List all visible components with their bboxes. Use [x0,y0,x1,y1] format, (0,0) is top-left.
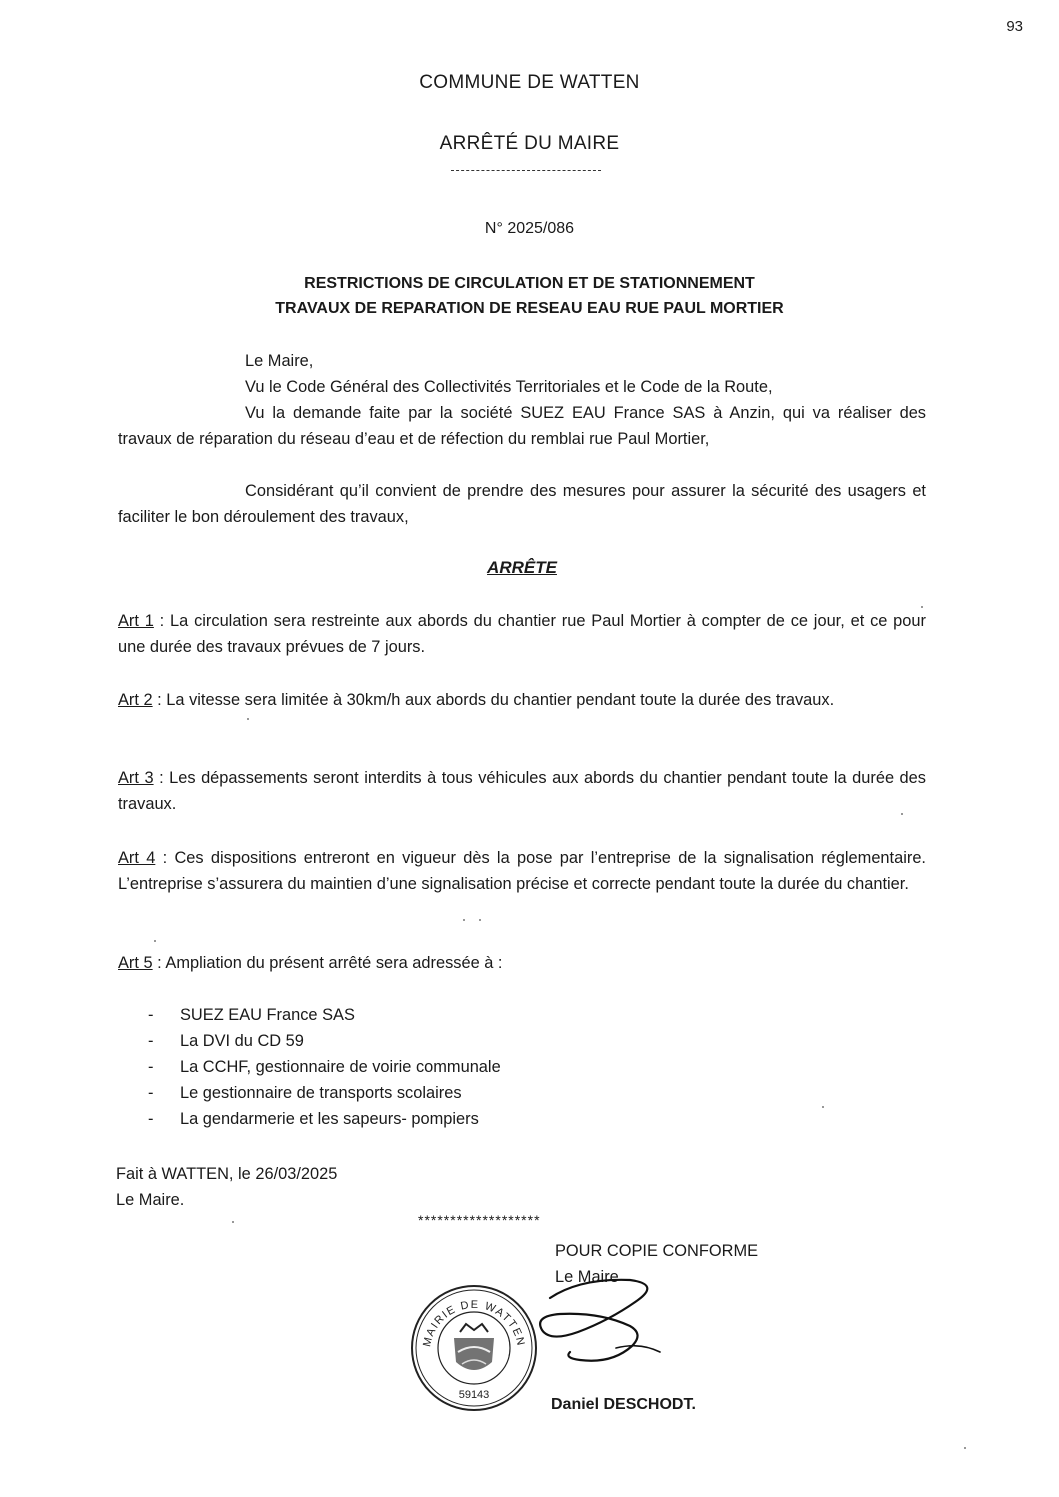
list-item: - La CCHF, gestionnaire de voirie communale [148,1054,748,1080]
article-2 [118,687,926,713]
preamble-le-maire: Le Maire, [245,352,314,370]
stamp-ring-text: MAIRIE DE WATTEN [421,1298,527,1348]
copie-le-maire: Le Maire [555,1268,619,1286]
stamp-postcode: 59143 [458,1389,490,1401]
list-item: - La DVI du CD 59 [148,1028,748,1054]
list-item: - La gendarmerie et les sapeurs- pompiers [148,1106,748,1132]
article-5-text: : Ampliation du présent arrêté sera adressée à : [152,954,503,972]
handwritten-signature [520,1268,670,1378]
fait-a-date: Fait à WATTEN, le 26/03/2025 [116,1165,338,1183]
recipients-list [148,1002,748,1132]
preamble-considerant: Considérant qu’il convient de prendre des mesures pour assurer la sécurité des usagers et faciliter le bon déroulement des travaux, [118,482,926,526]
article-4 [118,845,926,897]
preamble-vu-demande: Vu la demande faite par la société SUEZ EAU France SAS à Anzin, qui va réaliser des travaux de réparation du réseau d’eau et de réfection du remblai rue Paul Mortier, [118,404,926,448]
scan-speck [463,919,465,921]
scan-speck [154,940,156,942]
article-1-label: Art 1 [118,612,154,630]
closing-le-maire: Le Maire. [116,1191,185,1209]
decree-number: N° 2025/086 [484,220,575,237]
list-item: - SUEZ EAU France SAS [148,1002,748,1028]
title-divider [451,170,601,171]
document-title: ARRÊTÉ DU MAIRE [439,133,620,154]
copie-conforme: POUR COPIE CONFORME [555,1242,759,1260]
stars-separator: ******************* [418,1212,541,1228]
article-2-label: Art 2 [118,691,153,709]
scan-speck [232,1221,234,1223]
list-item: - Le gestionnaire de transports scolaires [148,1080,748,1106]
scan-speck [822,1106,824,1108]
scan-speck [247,718,249,720]
article-5 [118,950,926,976]
article-4-label: Art 4 [118,849,156,867]
article-3-text: : Les dépassements seront interdits à tous véhicules aux abords du chantier pendant toute la durée des travaux. [118,769,926,813]
article-5-label: Art 5 [118,954,153,972]
article-4-text: : Ces dispositions entreront en vigueur dès la pose par l’entreprise de la signalisation réglementaire. L’entreprise s’assurera du maintien d’une signalisation précise et correcte pendant toute la durée du chantier. [118,849,926,893]
article-1 [118,608,926,660]
signatory-name: Daniel DESCHODT. [551,1396,696,1413]
page-number: 93 [1006,18,1023,35]
scan-speck [901,813,903,815]
scan-speck [479,919,481,921]
subject-line-1: RESTRICTIONS DE CIRCULATION ET DE STATIONNEMENT [304,275,755,292]
scan-speck [964,1447,966,1449]
article-1-text: : La circulation sera restreinte aux abords du chantier rue Paul Mortier à compter de ce jour, et ce pour une durée des travaux prévues de 7 jours. [118,612,926,656]
subject-line-2: TRAVAUX DE REPARATION DE RESEAU EAU RUE PAUL MORTIER [275,300,784,317]
article-2-text: : La vitesse sera limitée à 30km/h aux abords du chantier pendant toute la durée des travaux. [152,691,835,709]
arrete-heading: ARRÊTE [487,558,557,577]
scan-speck [921,606,923,608]
article-3 [118,765,926,817]
preamble-vu-code: Vu le Code Général des Collectivités Territoriales et le Code de la Route, [245,378,773,396]
article-3-label: Art 3 [118,769,154,787]
commune-title: COMMUNE DE WATTEN [419,72,640,93]
